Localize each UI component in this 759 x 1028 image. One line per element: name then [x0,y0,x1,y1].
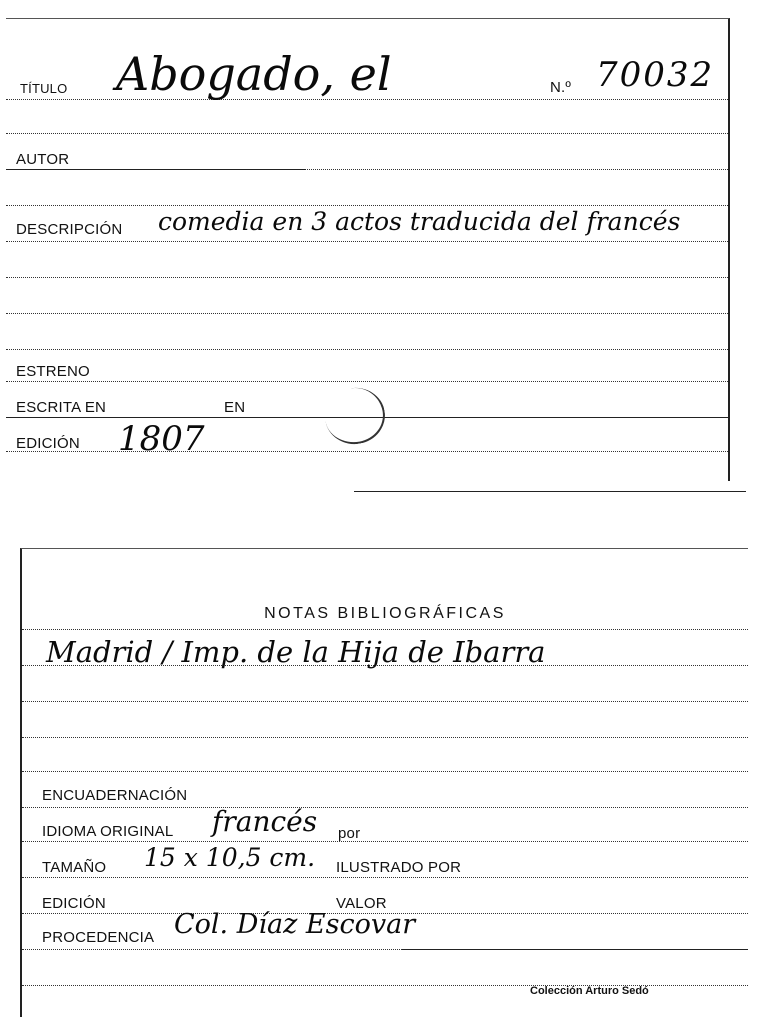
dotted-rule [6,133,728,134]
idioma-label: IDIOMA ORIGINAL [42,823,174,840]
dotted-rule [6,349,728,350]
dotted-rule [22,701,748,702]
numero-label: N.º [550,79,572,96]
edicion-label: EDICIÓN [16,435,80,452]
dotted-rule [6,205,728,206]
numero-value: 70032 [596,55,715,95]
escrita-en-label: ESCRITA EN [16,399,107,416]
edicion-label-bottom: EDICIÓN [42,895,106,912]
descripcion-value: comedia en 3 actos traducida del francés [158,207,681,236]
tamano-label: TAMAÑO [42,859,107,876]
idioma-value: francés [212,805,318,838]
dotted-rule [22,629,748,630]
dotted-rule [6,313,728,314]
dotted-rule [6,241,728,242]
card-edge-line [354,491,746,492]
dotted-rule [6,451,728,452]
collection-credit: Colección Arturo Sedó [530,985,649,997]
por-label: por [338,825,361,842]
dotted-rule [22,737,748,738]
bibliographic-notes-card [20,548,748,1017]
dotted-rule [6,277,728,278]
valor-label: VALOR [336,895,387,912]
procedencia-label: PROCEDENCIA [42,929,155,946]
edicion-value: 1807 [118,419,205,459]
dotted-rule [22,807,748,808]
notes-value: Madrid / Imp. de la Hija de Ibarra [46,635,546,669]
dotted-rule [22,771,748,772]
ilustrado-label: ILUSTRADO POR [336,859,462,876]
estreno-label: ESTRENO [16,363,90,380]
procedencia-value: Col. Díaz Escovar [174,909,416,940]
tamano-value: 15 x 10,5 cm. [144,843,316,872]
autor-line [6,169,306,170]
titulo-value: Abogado, el [116,47,392,101]
descripcion-label: DESCRIPCIÓN [16,221,123,238]
autor-label: AUTOR [16,151,70,168]
dotted-rule [22,841,748,842]
en-label: EN [224,399,246,416]
procedencia-line [402,949,748,950]
titulo-label: TÍTULO [20,81,68,96]
notes-heading: NOTAS BIBLIOGRÁFICAS [264,605,506,622]
dotted-rule [22,877,748,878]
dotted-rule [6,381,728,382]
encuadernacion-label: ENCUADERNACIÓN [42,787,188,804]
